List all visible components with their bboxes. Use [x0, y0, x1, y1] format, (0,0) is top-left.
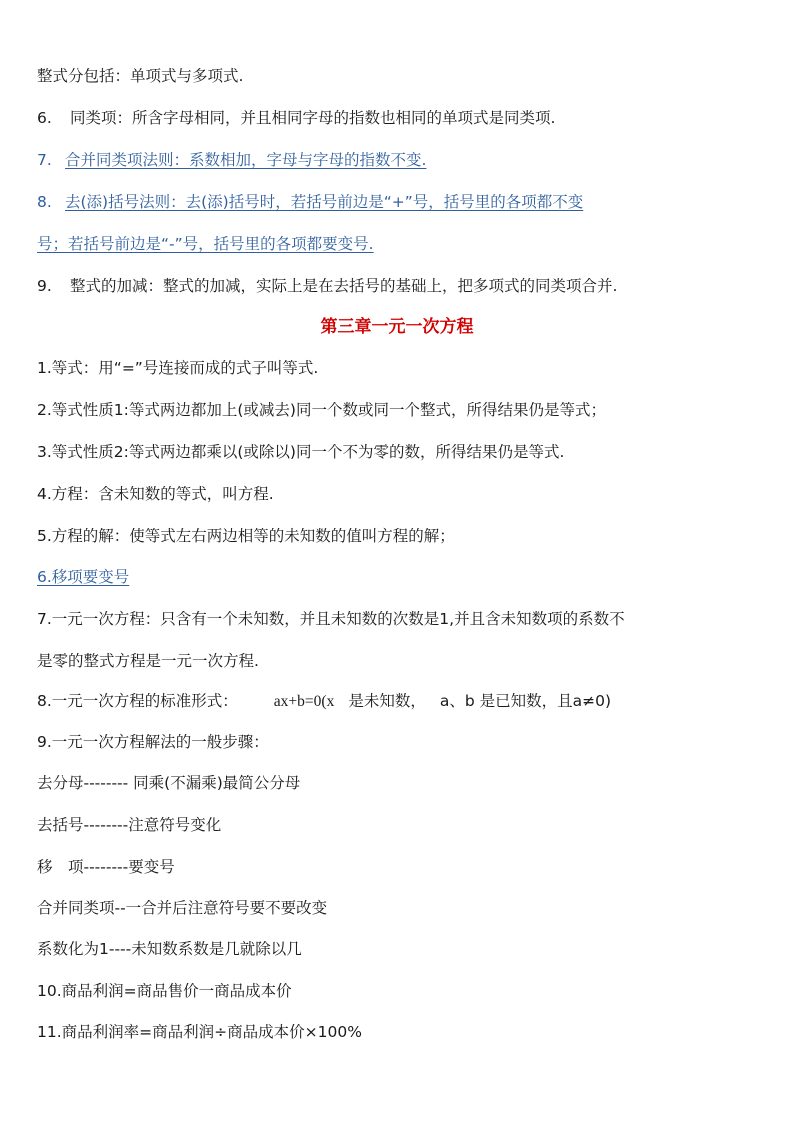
- ch3-item-7-line-2: 是零的整式方程是一元一次方程.: [37, 652, 259, 670]
- item-6-like-terms: [37, 107, 764, 129]
- ch3-item-2: 2.等式性质1:等式两边都加上(或减去)同一个数或同一个整式，所得结果仍是等式；: [37, 401, 606, 419]
- solve-step-3: 移 项--------要变号: [37, 858, 175, 876]
- formula-note-2: a、b 是已知数，且a≠0): [439, 692, 612, 710]
- item-8-bracket-rule-line-2: 号；若括号前边是“-”号，括号里的各项都要变号.: [37, 235, 374, 253]
- chapter-3-heading: 第三章一元一次方程: [320, 317, 474, 337]
- item-9-addition-subtraction: [37, 275, 764, 297]
- item-text: 去(添)括号法则：去(添)括号时，若括号前边是“+”号，括号里的各项都不变: [65, 193, 584, 211]
- ch3-item-6-transposition: 6.移项要变号: [37, 568, 130, 586]
- item-label: 8.一元一次方程的标准形式：: [37, 692, 238, 710]
- solve-step-4: 合并同类项--一合并后注意符号要不要改变: [37, 899, 328, 917]
- item-number: 8.: [37, 193, 52, 211]
- solve-step-5: 系数化为1----未知数系数是几就除以几: [37, 940, 302, 958]
- ch3-item-4: 4.方程：含未知数的等式，叫方程.: [37, 485, 274, 503]
- solve-step-2: 去括号--------注意符号变化: [37, 816, 222, 834]
- formula-note-1: 是未知数，: [348, 692, 426, 710]
- ch3-item-3: 3.等式性质2:等式两边都乘以(或除以)同一个不为零的数，所得结果仍是等式.: [37, 443, 565, 461]
- ch3-item-11: 11.商品利润率=商品利润÷商品成本价×100%: [37, 1023, 362, 1041]
- ch3-item-9: 9.一元一次方程解法的一般步骤：: [37, 733, 269, 751]
- item-number: 7.: [37, 151, 52, 169]
- item-text: 整式的加减：整式的加减，实际上是在去括号的基础上，把多项式的同类项合并.: [69, 277, 618, 295]
- ch3-item-5: 5.方程的解：使等式左右两边相等的未知数的值叫方程的解；: [37, 527, 455, 545]
- item-number: 6.: [37, 109, 52, 127]
- polynomial-classification-line: 整式分包括：单项式与多项式.: [37, 67, 244, 85]
- item-7-combine-like-terms-rule: [37, 149, 764, 171]
- item-number: 9.: [37, 277, 52, 295]
- ch3-item-10: 10.商品利润=商品售价一商品成本价: [37, 982, 292, 1000]
- ch3-item-7-line-1: 7.一元一次方程：只含有一个未知数，并且未知数的次数是1,并且含未知数项的系数不: [37, 610, 625, 628]
- item-8-bracket-rule-line-1: [37, 191, 764, 213]
- item-text: 同类项：所含字母相同，并且相同字母的指数也相同的单项式是同类项.: [69, 109, 556, 127]
- item-text: 合并同类项法则：系数相加，字母与字母的指数不变.: [65, 151, 427, 169]
- ch3-item-1: 1.等式：用“=”号连接而成的式子叫等式.: [37, 359, 319, 377]
- formula: ax+b=0(x: [273, 693, 335, 710]
- solve-step-1: 去分母-------- 同乘(不漏乘)最简公分母: [37, 774, 301, 792]
- ch3-item-8-standard-form: [37, 690, 764, 713]
